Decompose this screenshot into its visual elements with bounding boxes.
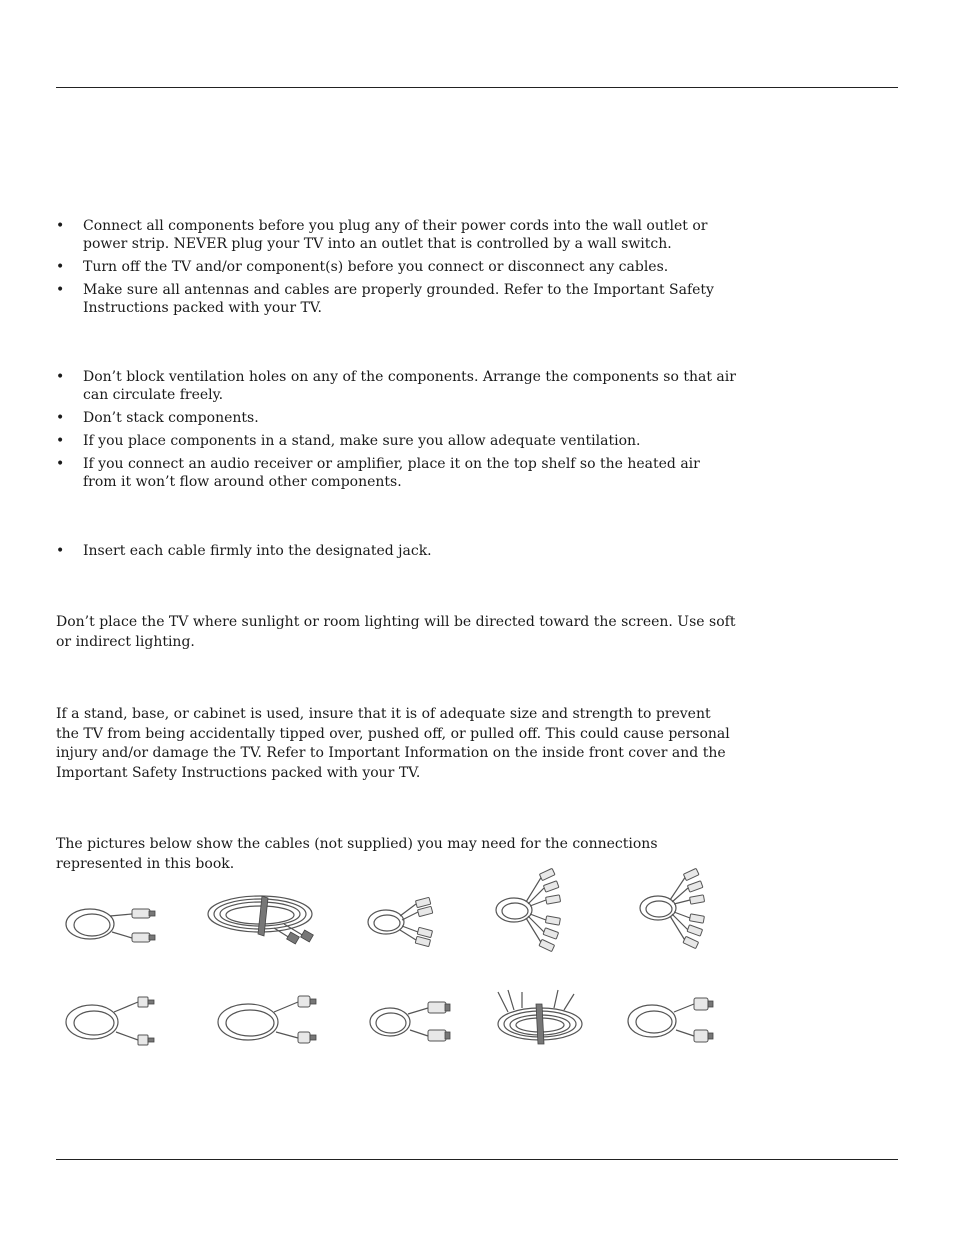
list-item: • Insert each cable firmly into the designated jack. <box>56 543 432 559</box>
bullet: • <box>56 259 65 275</box>
bullet: • <box>56 282 65 298</box>
cables-list <box>56 542 736 565</box>
audio-video-cable-illustration <box>364 890 444 954</box>
component-video-cable-illustration <box>492 866 572 956</box>
bullet: • <box>56 543 65 559</box>
bullet: • <box>56 218 65 234</box>
list-item: • Make sure all antennas and cables are properly grounded. Refer to the Important Safety Instructions packed with your TV. <box>56 282 714 316</box>
stand-paragraph: If a stand, base, or cabinet is used, insure that it is of adequate size and strength to prevent the TV from being accidentally tipped over, pushed off, or pulled off. This could cause personal injury and/or damage the TV. Refer to Important Information on the inside front cover and the Important Safety Instructions packed with your TV. <box>56 706 730 781</box>
list-item: • Connect all components before you plug any of their power cords into the wall outlet or power strip. NEVER plug your TV into an outlet that is controlled by a wall switch. <box>56 218 708 252</box>
svideo-cable-illustration <box>60 900 160 950</box>
bullet: • <box>56 456 65 472</box>
header-rule <box>56 87 898 88</box>
antenna-cable-bundle-illustration <box>204 892 324 952</box>
coaxial-cable-illustration <box>60 992 160 1048</box>
bullet: • <box>56 433 65 449</box>
list-item: • Don’t stack components. <box>56 410 259 426</box>
speaker-wire-bundle-illustration <box>494 988 590 1050</box>
list-item: • Don’t block ventilation holes on any of the components. Arrange the components so that air can circulate freely. <box>56 369 736 403</box>
connections-list <box>56 217 736 322</box>
bullet: • <box>56 369 65 385</box>
pictures-intro: The pictures below show the cables (not supplied) you may need for the connections represented in this book. <box>56 836 658 872</box>
ventilation-list <box>56 368 736 496</box>
optical-audio-cable-illustration <box>212 992 322 1048</box>
component-audio-video-cable-illustration <box>636 866 716 956</box>
list-item: • If you place components in a stand, make sure you allow adequate ventilation. <box>56 433 641 449</box>
digital-cable-illustration <box>366 996 456 1046</box>
footer-rule <box>56 1159 898 1160</box>
list-item: • If you connect an audio receiver or amplifier, place it on the top shelf so the heated air from it won’t flow around other components. <box>56 456 700 490</box>
rf-coaxial-cable-illustration <box>624 994 724 1046</box>
lighting-paragraph: Don’t place the TV where sunlight or room lighting will be directed toward the screen. Use soft or indirect lighting. <box>56 614 736 650</box>
list-item: • Turn off the TV and/or component(s) before you connect or disconnect any cables. <box>56 259 669 275</box>
bullet: • <box>56 410 65 426</box>
